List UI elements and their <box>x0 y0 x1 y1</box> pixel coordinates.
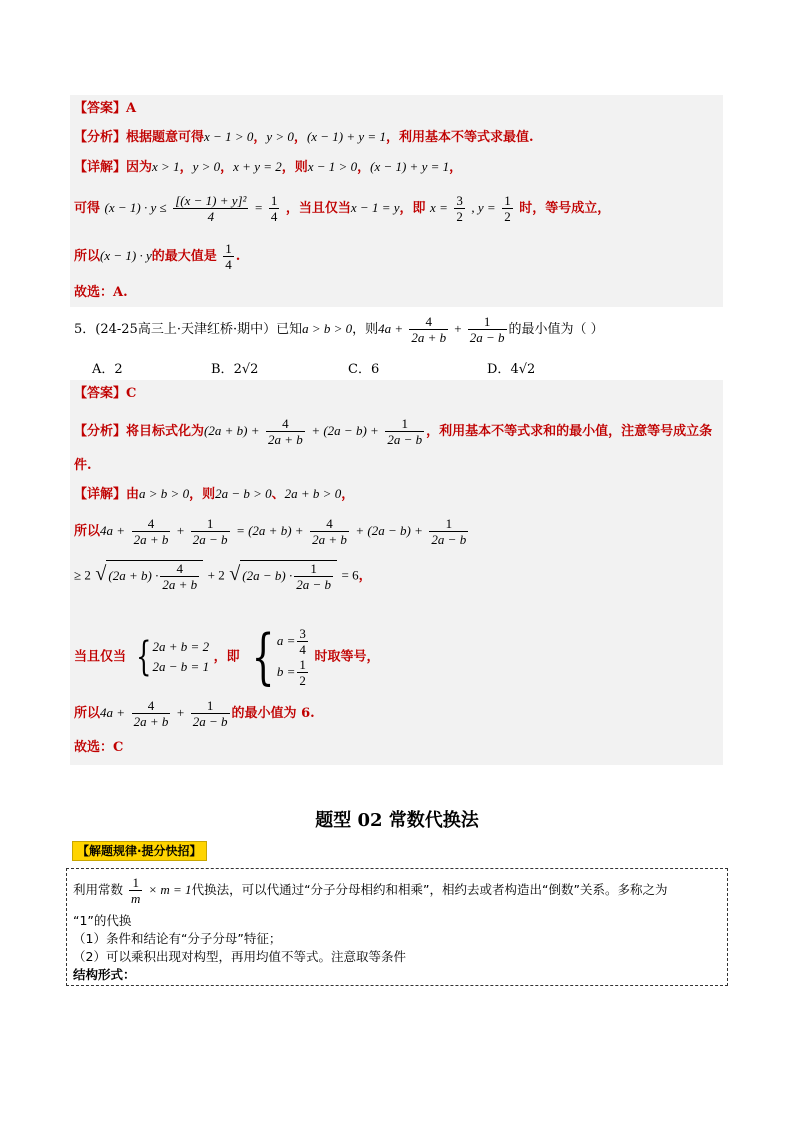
fraction: $\frac{1}{2a - b}$ <box>387 416 423 447</box>
tip-box <box>66 868 728 986</box>
answer-line: 【答案】A <box>74 101 137 116</box>
fraction: $\frac{4}{2a + b}$ <box>411 314 447 345</box>
fraction: $\frac{1}{2a - b}$ <box>469 314 505 345</box>
fraction: $\frac{4}{2a + b}$ <box>312 516 347 547</box>
fraction: $\frac{1}{2}$ <box>299 657 306 688</box>
inequality-line: ≥ 2 √ (2a + b) · $\frac{4}{2a + b}$ + 2 √ (2a − b) · $\frac{1}{2a - b}$ = 6， <box>74 561 372 592</box>
sqrt: √ (2a − b) · $\frac{1}{2a - b}$ <box>229 560 337 592</box>
sqrt: √ (2a + b) · $\frac{4}{2a + b}$ <box>95 560 203 592</box>
tip-line-3: （1）条件和结论有“分子分母”特征； <box>73 931 282 946</box>
analysis-line-2: 件. <box>74 458 92 473</box>
equality-line: 所以4a + $\frac{4}{2a + b}$ + $\frac{1}{2a - b}$ = (2a + b) + $\frac{4}{2a + b}$ + (2a − b) + $\frac{1}{2a - b}$ <box>74 516 467 547</box>
choice-line: 故选：A. <box>74 285 128 300</box>
inequality-line: 可得 (x − 1) · y ≤ $\frac{\text{[(x − 1) + y]²}}{4}$ = $\frac{1}{4}$ ，当且仅当x − 1 = y，即 x = $\frac{3}{2}$ , y = $\frac{1}{2}$ 时，等号成立， <box>74 193 611 224</box>
tip-line-5: 结构形式： <box>73 967 136 982</box>
solution-block-1 <box>70 95 723 307</box>
tip-line-2: “1”的代换 <box>73 913 132 928</box>
fraction: $\frac{3}{2}$ <box>456 193 463 224</box>
option-d[interactable]: D．4√2 <box>487 362 536 377</box>
option-a[interactable]: A．2 <box>92 362 123 377</box>
equation-system: 2a + b = 2 2a − b = 1 <box>152 639 210 674</box>
fraction: $\frac{1}{4}$ <box>225 241 232 272</box>
choice-line: 故选：C <box>74 740 124 755</box>
fraction: $\frac{1}{m}$ <box>131 875 141 906</box>
solution-system: a = $\frac{3}{4}$ b = $\frac{1}{2}$ <box>276 626 306 688</box>
tip-tag: 【解题规律·提分快招】 <box>72 841 207 861</box>
fraction: $\frac{1}{2a - b}$ <box>192 516 228 547</box>
fraction: $\frac{4}{2a + b}$ <box>268 416 303 447</box>
fraction: $\frac{3}{4}$ <box>299 626 306 657</box>
detail-line: 【详解】由a > b > 0，则2a − b > 0、2a + b > 0， <box>74 486 355 502</box>
fraction: $\frac{4}{2a + b}$ <box>133 516 169 547</box>
analysis-line: 【分析】将目标式化为(2a + b) + $\frac{4}{2a + b}$ + (2a − b) + $\frac{1}{2a - b}$ ，利用基本不等式求和的最小值，注意等号成立条 <box>74 416 713 447</box>
section-title: 题型 02 常数代换法 <box>315 810 479 831</box>
analysis-line: 【分析】根据题意可得x − 1 > 0，y > 0，(x − 1) + y = 1，利用基本不等式求最值. <box>74 129 534 145</box>
fraction: $\frac{\text{[(x − 1) + y]²}}{4}$ <box>175 193 247 224</box>
brace: { <box>251 622 275 692</box>
detail-line: 【详解】因为x > 1，y > 0，x + y = 2，则x − 1 > 0，(x − 1) + y = 1， <box>74 159 463 175</box>
tip-line-1: 利用常数 $\frac{1}{m}$ × m = 1代换法，可以代通过“分子分母相约和相乘”，相约去或者构造出“倒数”关系。多称之为 <box>73 875 668 906</box>
fraction: $\frac{1}{2}$ <box>504 193 511 224</box>
fraction: $\frac{1}{2a - b}$ <box>192 698 228 729</box>
fraction: $\frac{4}{2a + b}$ <box>133 698 169 729</box>
option-b[interactable]: B．2√2 <box>211 362 259 377</box>
tip-line-4: （2）可以乘积出现对构型，再用均值不等式。注意取等条件 <box>73 949 406 964</box>
fraction: $\frac{4}{2a + b}$ <box>162 561 198 592</box>
fraction: $\frac{1}{2a - b}$ <box>431 516 467 547</box>
answer-line: 【答案】C <box>74 386 137 401</box>
min-line: 所以4a + $\frac{4}{2a + b}$ + $\frac{1}{2a - b}$ 的最小值为 6. <box>74 698 315 729</box>
fraction: $\frac{1}{2a - b}$ <box>296 561 331 592</box>
max-line: 所以(x − 1) · y的最大值是 $\frac{1}{4}$ . <box>74 241 241 272</box>
option-c[interactable]: C．6 <box>348 362 380 377</box>
solution-block-2 <box>70 380 723 765</box>
brace: { <box>135 634 151 680</box>
question-5: 5．(24-25高三上·天津红桥·期中）已知a > b > 0，则4a + $\frac{4}{2a + b}$ + $\frac{1}{2a - b}$ 的最小值为（ ） <box>74 314 604 345</box>
condition-line: 当且仅当 { 2a + b = 2 2a − b = 1 ，即 { a = $\frac{3}{4}$ b = $\frac{1}{2}$ 时取等号， <box>74 622 380 692</box>
fraction: $\frac{1}{4}$ <box>270 193 278 224</box>
